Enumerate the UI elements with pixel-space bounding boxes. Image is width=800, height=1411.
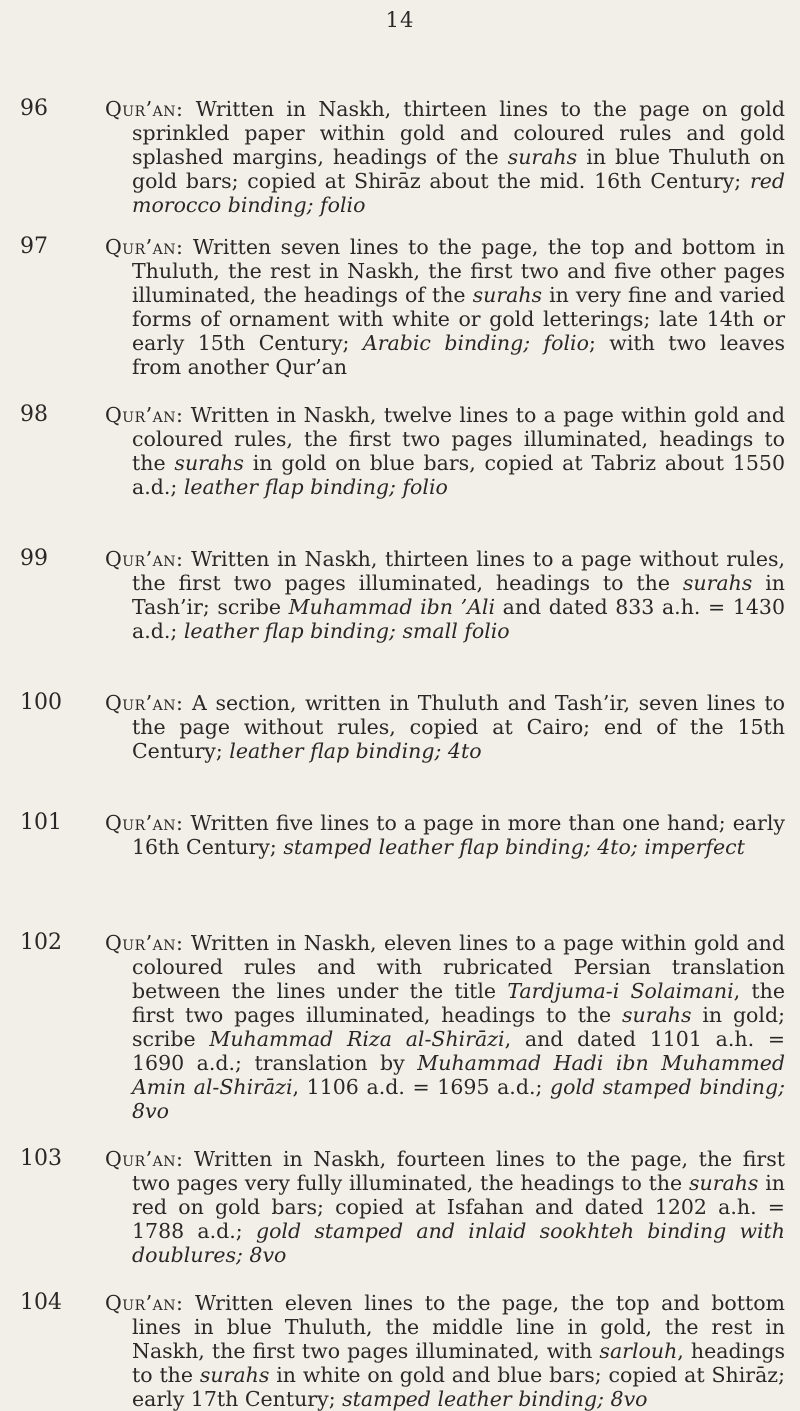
body-text: Written eleven lines to the page, the top and bottom lines in blue Thuluth, the middle line in gold, the rest in Naskh, the first two pages illuminated, with [132, 1291, 785, 1363]
body-text: in gold; scribe [132, 1003, 785, 1051]
body-text: in gold on blue bars, copied at Tabriz about 1550 a.d.; [132, 451, 786, 499]
body-text: Written in Naskh, twelve lines to a page within gold and coloured rules, the first two pages illuminated, headings to the [132, 403, 785, 475]
italic-text: gold stamped and inlaid sookhteh binding with doublures; 8vo [132, 1219, 785, 1267]
lot-number: 96 [20, 96, 48, 121]
catalogue-entry [0, 811, 800, 859]
italic-text: Arabic binding; folio [362, 331, 589, 355]
italic-text: stamped leather binding; 8vo [342, 1387, 648, 1411]
catalogue-entry [0, 235, 800, 379]
lot-number: 99 [20, 546, 48, 571]
italic-text: surahs [682, 571, 753, 595]
lot-number: 104 [20, 1290, 62, 1315]
body-text: in red on gold bars; copied at Isfahan and dated 1202 a.h. = 1788 a.d.; [132, 1171, 785, 1243]
lot-number: 97 [20, 234, 48, 259]
italic-text: Muhammad ibn ’Ali [288, 595, 496, 619]
italic-text: surahs [507, 145, 578, 169]
entry-description [105, 97, 785, 217]
entry-heading: Qur’an: [105, 403, 184, 427]
entry-heading: Qur’an: [105, 235, 184, 259]
lot-number: 103 [20, 1146, 62, 1171]
italic-text: Muhammad Riza al-Shirāzi [209, 1027, 505, 1051]
catalogue-entry [0, 931, 800, 1123]
entry-heading: Qur’an: [105, 931, 184, 955]
entry-heading: Qur’an: [105, 97, 184, 121]
catalogue-entry [0, 403, 800, 499]
lot-number: 98 [20, 402, 48, 427]
italic-text: sarlouh [599, 1339, 678, 1363]
page-number: 14 [385, 8, 415, 32]
lot-number: 101 [20, 810, 62, 835]
entry-heading: Qur’an: [105, 1291, 184, 1315]
italic-text: gold stamped binding; 8vo [132, 1075, 786, 1123]
entry-heading: Qur’an: [105, 1147, 184, 1171]
italic-text: surahs [174, 451, 244, 475]
body-text: Written in Naskh, thirteen lines to the page on gold sprinkled paper within gold and coloured rules and gold splashed margins, headings of the [132, 97, 785, 169]
entry-description [105, 547, 785, 643]
body-text: in white on gold and blue bars; copied at Shirāz; early 17th Century; [132, 1363, 786, 1411]
entry-heading: Qur’an: [105, 811, 184, 835]
entry-description [105, 235, 785, 379]
lot-number: 102 [20, 930, 62, 955]
lot-number: 100 [20, 690, 62, 715]
entry-description [105, 931, 785, 1123]
entry-description [105, 1291, 785, 1411]
entry-description [105, 1147, 785, 1267]
body-text: , 1106 a.d. = 1695 a.d.; [292, 1075, 551, 1099]
entry-heading: Qur’an: [105, 547, 184, 571]
body-text: , and dated 1101 a.h. = 1690 a.d.; translation by [132, 1027, 785, 1075]
italic-text: surahs [199, 1363, 270, 1387]
body-text: Written seven lines to the page, the top and bottom in Thuluth, the rest in Naskh, the first two and five other pages illuminated, the headings of the [132, 235, 785, 307]
entry-description [105, 403, 785, 499]
body-text: in very fine and varied forms of ornament with white or gold letterings; late 14th or early 15th Century; [132, 283, 786, 355]
body-text: , the first two pages illuminated, headings to the [132, 979, 785, 1027]
catalogue-entry [0, 547, 800, 643]
italic-text: Muhammad Hadi ibn Muhammed Amin al-Shirāzi [132, 1051, 785, 1099]
body-text: A section, written in Thuluth and Tash’ir, seven lines to the page without rules, copied at Cairo; end of the 15th Century; [132, 691, 785, 763]
italic-text: red morocco binding; folio [132, 169, 785, 217]
italic-text: leather flap binding; folio [183, 475, 448, 499]
italic-text: Tardjuma-i Solaimani [507, 979, 734, 1003]
entry-description [105, 811, 785, 859]
body-text: Written in Naskh, fourteen lines to the page, the first two pages very fully illuminated, the headings to the [132, 1147, 785, 1195]
body-text: Written in Naskh, thirteen lines to a page without rules, the first two pages illuminated, headings to the [132, 547, 785, 595]
italic-text: leather flap binding; small folio [183, 619, 510, 643]
italic-text: surahs [472, 283, 543, 307]
italic-text: surahs [622, 1003, 692, 1027]
body-text: in Tash’ir; scribe [132, 571, 785, 619]
body-text: and dated 833 a.h. = 1430 a.d.; [132, 595, 785, 643]
entry-description [105, 691, 785, 763]
body-text: in blue Thuluth on gold bars; copied at Shirāz about the mid. 16th Century; [132, 145, 785, 193]
italic-text: leather flap binding; 4to [229, 739, 482, 763]
body-text: Written five lines to a page in more than one hand; early 16th Century; [132, 811, 785, 859]
entry-heading: Qur’an: [105, 691, 184, 715]
italic-text: stamped leather flap binding; 4to; imperfect [283, 835, 745, 859]
italic-text: surahs [688, 1171, 759, 1195]
catalogue-entry [0, 1147, 800, 1267]
body-text: ; with two leaves from another Qur’an [132, 331, 785, 379]
catalogue-entry [0, 1291, 800, 1411]
body-text: Written in Naskh, eleven lines to a page within gold and coloured rules and with rubricated Persian translation between the lines under the title [132, 931, 785, 1003]
catalogue-entry [0, 691, 800, 763]
body-text: , headings to the [132, 1339, 785, 1387]
catalogue-entry [0, 97, 800, 217]
